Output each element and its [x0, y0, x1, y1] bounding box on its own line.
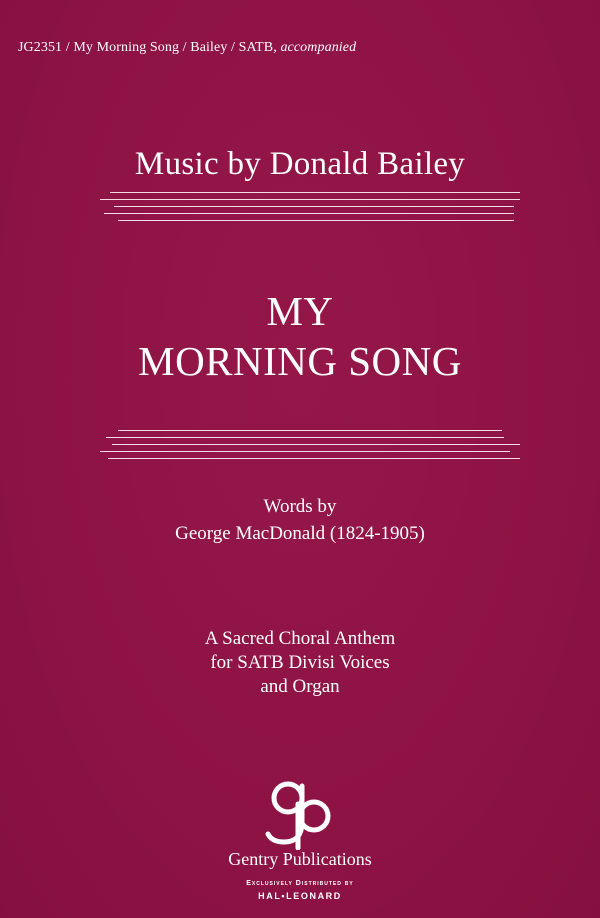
page-title [0, 286, 600, 386]
description-line-1: A Sacred Choral Anthem [204, 628, 396, 649]
catalog-line [18, 40, 356, 56]
lyricist-credit [0, 493, 600, 547]
publisher-name: Gentry Publications [228, 849, 372, 869]
title-line-1: MY [266, 288, 334, 334]
distribution-note: Exclusively Distributed by [246, 880, 354, 887]
title-line-2: MORNING SONG [138, 338, 462, 384]
catalog-text: JG2351 / My Morning Song / Bailey / SATB, [18, 40, 277, 55]
distributor-name: HAL•LEONARD [258, 891, 342, 901]
description-line-2: for SATB Divisi Voices [210, 652, 390, 673]
staff-lines-top-icon [100, 192, 520, 222]
lyricist-name: George MacDonald (1824-1905) [175, 523, 425, 544]
work-description [0, 627, 600, 699]
gp-monogram-icon [262, 776, 338, 850]
composer-credit: Music by Donald Bailey [134, 146, 466, 182]
staff-lines-bottom-icon [100, 430, 520, 462]
description-line-3: and Organ [260, 676, 340, 697]
words-label: Words by [263, 496, 337, 517]
catalog-accompaniment: accompanied [280, 40, 357, 55]
